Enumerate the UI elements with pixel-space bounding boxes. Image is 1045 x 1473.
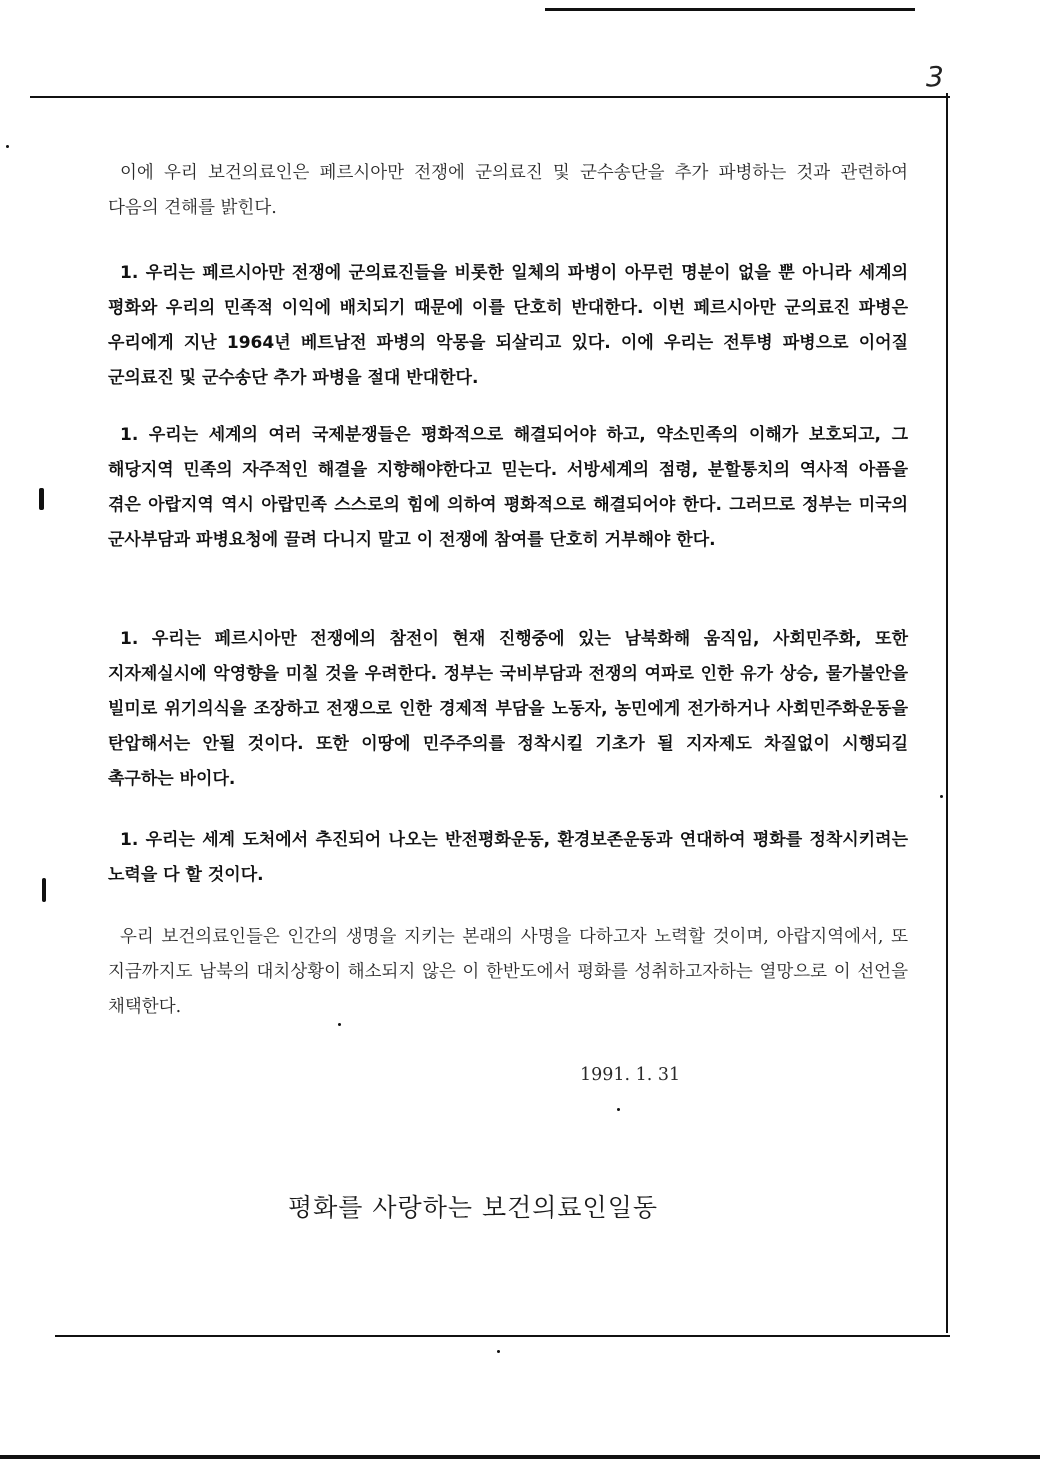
intro-paragraph: 이에 우리 보건의료인은 페르시아만 전쟁에 군의료진 및 군수송단을 추가 파병하는 것과 관련하여 다음의 견해를 밝힌다. [108, 163, 908, 218]
point-paragraph-3: 1. 우리는 페르시아만 전쟁에의 참전이 현재 진행중에 있는 남북화해 움직임, 사회민주화, 또한 지자제실시에 악영향을 미칠 것을 우려한다. 정부는 국비부담과 전쟁의 여파로 인한 유가 상승, 물가불안을 빌미로 위기의식을 조장하고 전쟁으로 인한 경제적 부담을 노동자, 농민에게 전가하거나 사회민주화운동을 탄압해서는 안될 것이다. 또한 이땅에 민주주의를 정착시킬 기초가 될 지자제도 차질없이 시행되길 촉구하는 바이다. [108, 629, 908, 789]
point-paragraph-4: 1. 우리는 세계 도처에서 추진되어 나오는 반전평화운동, 환경보존운동과 연대하여 평화를 정착시키려는 노력을 다 할 것이다. [108, 830, 908, 885]
frame-right-rule [946, 93, 948, 1333]
margin-mark [42, 878, 46, 902]
point-paragraph-2: 1. 우리는 세계의 여러 국제분쟁들은 평화적으로 해결되어야 하고, 약소민족의 이해가 보호되고, 그 해당지역 민족의 자주적인 해결을 지향해야한다고 믿는다. 서방세계의 점령, 분할통치의 역사적 아픔을 겪은 아랍지역 역시 아랍민족 스스로의 힘에 의하여 평화적으로 해결되어야 한다. 그러므로 정부는 미국의 군사부담과 파병요청에 끌려 다니지 말고 이 전쟁에 참여를 단호히 거부해야 한다. [108, 425, 908, 550]
declaration-date: 1991. 1. 31 [580, 1065, 681, 1085]
signature-line: 평화를 사랑하는 보건의료인일동 [288, 1193, 658, 1222]
top-rule [545, 8, 915, 11]
point-paragraph-1: 1. 우리는 페르시아만 전쟁에 군의료진들을 비롯한 일체의 파병이 아무런 명분이 없을 뿐 아니라 세계의 평화와 우리의 민족적 이익에 배치되기 때문에 이를 단호히 반대한다. 이번 페르시아만 군의료진 파병은 우리에게 지난 1964년 베트남전 파병의 악몽을 되살리고 있다. 이에 우리는 전투병 파병으로 이어질 군의료진 및 군수송단 추가 파병을 절대 반대한다. [108, 263, 908, 388]
frame-bottom-rule [55, 1335, 950, 1337]
margin-mark [39, 488, 44, 510]
scan-speck [617, 1108, 620, 1111]
frame-top-rule [30, 96, 950, 98]
bottom-rule [0, 1455, 1040, 1459]
closing-paragraph: 우리 보건의료인들은 인간의 생명을 지키는 본래의 사명을 다하고자 노력할 것이며, 아랍지역에서, 또 지금까지도 남북의 대치상황이 해소되지 않은 이 한반도에서 평화를 성취하고자하는 열망으로 이 선언을 채택한다. [108, 927, 908, 1017]
scan-speck [940, 795, 943, 798]
scan-speck [497, 1350, 500, 1353]
page-number: 3 [926, 60, 944, 93]
scan-speck [6, 145, 9, 148]
scan-speck [338, 1023, 341, 1026]
